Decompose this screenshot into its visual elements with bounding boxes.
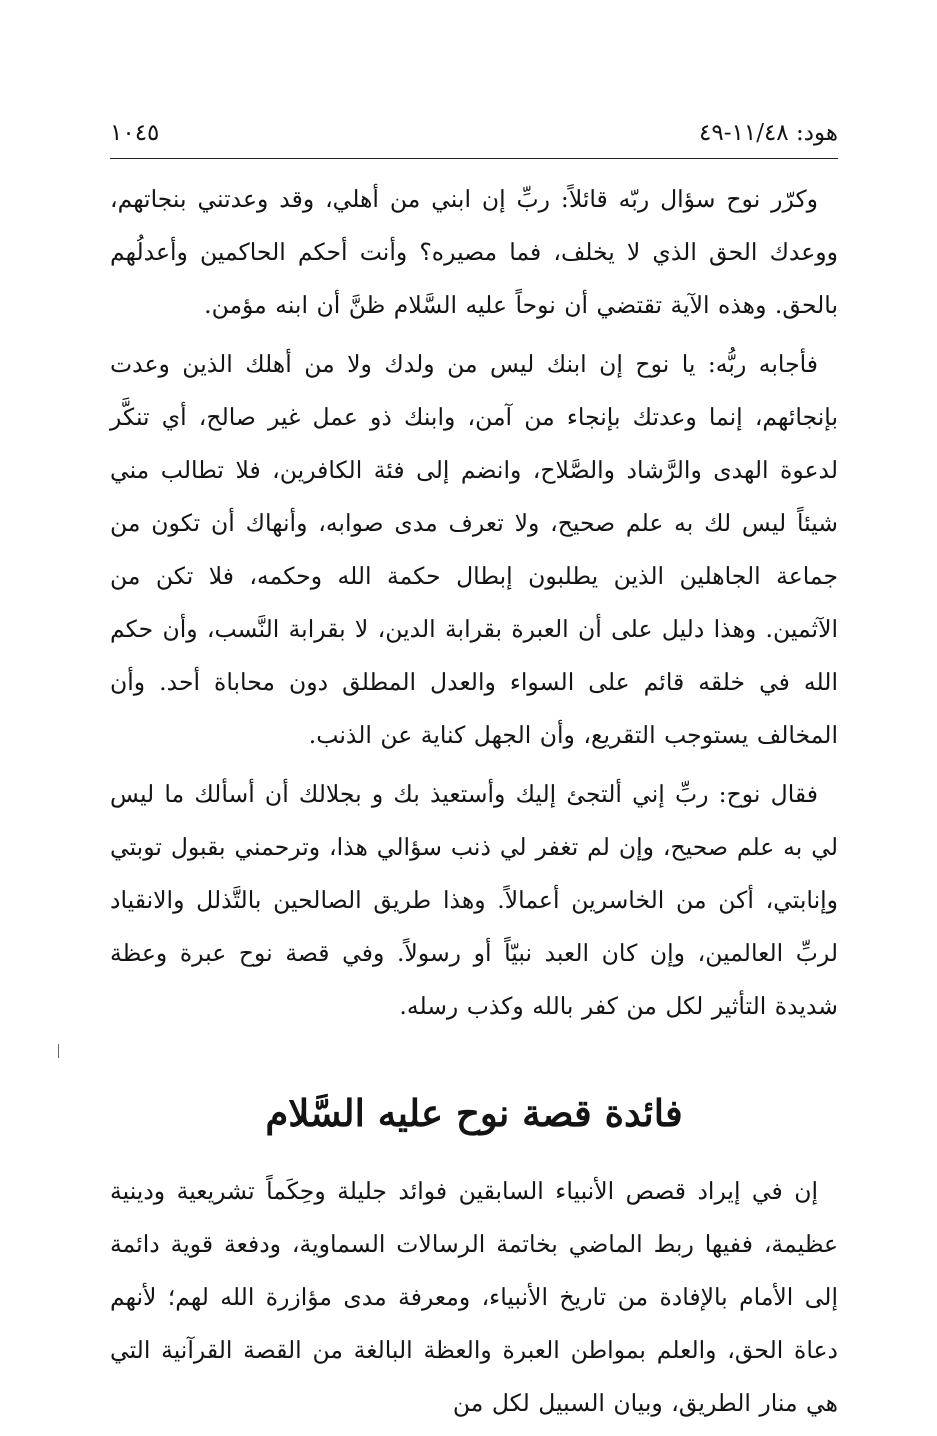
section-title: فائدة قصة نوح عليه السَّلام	[265, 1091, 683, 1135]
margin-mark	[58, 1044, 59, 1058]
paragraph-noah-repeats-question: وكرّر نوح سؤال ربّه قائلاً: ربِّ إن ابني من أهلي، وقد وعدتني بنجاتهم، ووعدك الحق الذي لا يخلف، فما مصيره؟ وأنت أحكم الحاكمين وأعدلُهم بالحق. وهذه الآية تقتضي أن نوحاً عليه السَّلام ظنَّ أن ابنه مؤمن.	[110, 185, 838, 319]
header-rule	[110, 158, 838, 159]
page-number: ١٠٤٥	[110, 120, 160, 146]
paragraph-noah-seeks-refuge: فقال نوح: ربِّ إني ألتجئ إليك وأستعيذ بك و بجلالك أن أسألك ما ليس لي به علم صحيح، وإن لم تغفر لي ذنب سؤالي هذا، وترحمني بقبول توبتي وإنابتي، أكن من الخاسرين أعمالاً. وهذا طريق الصالحين بالتَّذلل والانقياد لربِّ العالمين، وإن كان العبد نبيّاً أو رسولاً. وفي قصة نوح عبرة وعظة شديدة التأثير لكل من كفر بالله وكذب رسله.	[110, 780, 838, 1020]
paragraph-lord-answer: فأجابه ربُّه: يا نوح إن ابنك ليس من ولدك ولا من أهلك الذين وعدت بإنجائهم، إنما وعدتك بإنجاء من آمن، وابنك ذو عمل غير صالح، أي تنكَّر لدعوة الهدى والرَّشاد والصَّلاح، وانضم إلى فئة الكافرين، فلا تطالب مني شيئاً ليس لك به علم صحيح، ولا تعرف مدى صوابه، وأنهاك أن تكون من جماعة الجاهلين الذين يطلبون إبطال حكمة الله وحكمه، فلا تكن من الآثمين. وهذا دليل على أن العبرة بقرابة الدين، لا بقرابة النَّسب، وأن حكم الله في خلقه قائم على السواء والعدل المطلق دون محاباة أحد. وأن المخالف يستوجب التقريع، وأن الجهل كناية عن الذنب.	[110, 350, 838, 749]
book-page	[110, 118, 838, 1436]
chapter-reference: هود: ١١/٤٨-٤٩	[699, 120, 838, 146]
paragraph-benefits-of-stories: إن في إيراد قصص الأنبياء السابقين فوائد جليلة وحِكَماً تشريعية ودينية عظيمة، ففيها ربط الماضي بخاتمة الرسالات السماوية، ودفعة قوية دائمة إلى الأمام بالإفادة من تاريخ الأنبياء، ومعرفة مدى مؤازرة الله لهم؛ لأنهم دعاة الحق، والعلم بمواطن العبرة والعظة البالغة من القصة القرآنية التي هي منار الطريق، وبيان السبيل لكل من	[110, 1177, 838, 1417]
running-header	[110, 118, 838, 152]
